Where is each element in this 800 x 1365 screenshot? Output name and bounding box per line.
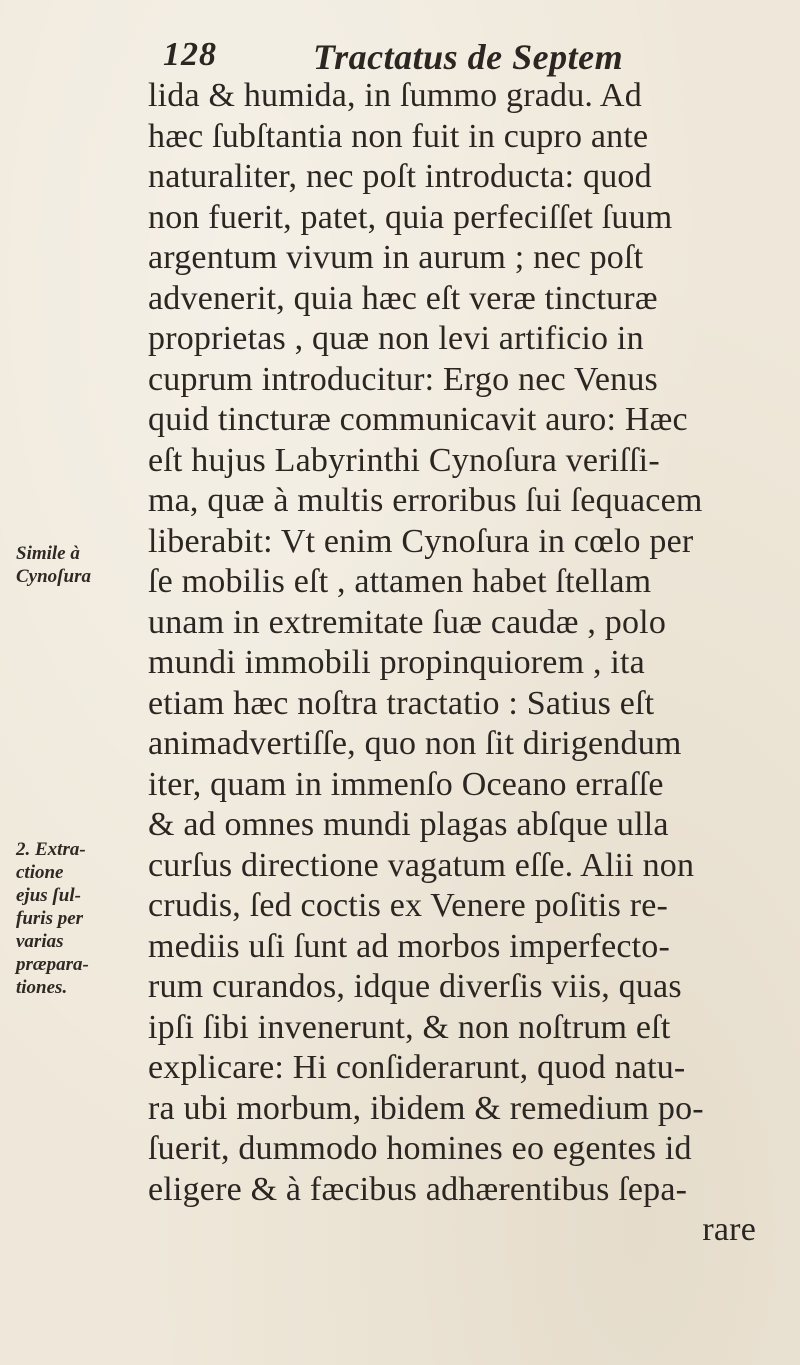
margin-note-line: præpara- (16, 954, 89, 975)
margin-note-line: Simile à (16, 543, 80, 564)
text-line: etiam hæc noſtra tractatio : Satius eſt (148, 684, 655, 722)
margin-note-extractione (16, 838, 144, 999)
margin-note-line: ejus ſul- (16, 885, 81, 906)
margin-note-line: furis per (16, 908, 84, 929)
text-line: iter, quam in immenſo Oceano erraſſe (148, 765, 664, 803)
text-line: eſt hujus Labyrinthi Cynoſura veriſſi- (148, 441, 660, 479)
text-line: explicare: Hi conſiderarunt, quod natu- (148, 1049, 686, 1086)
margin-note-line: varias (16, 931, 64, 952)
text-line: naturaliter, nec poſt introducta: quod (148, 158, 652, 195)
catchword: rare (702, 1211, 756, 1248)
text-line: hæc ſubſtantia non fuit in cupro ante (148, 117, 649, 155)
text-line: rum curandos, idque diverſis viis, quas (148, 968, 682, 1005)
text-line: liberabit: Vt enim Cynoſura in cœlo per (148, 522, 694, 560)
text-line: mundi immobili propinquiorem , ita (148, 644, 645, 681)
text-line: mediis uſi ſunt ad morbos imperfecto- (148, 927, 671, 965)
text-line: ipſi ſibi invenerunt, & non noſtrum eſt (148, 1008, 671, 1046)
margin-note-line: tiones. (16, 977, 68, 998)
text-line: unam in extremitate ſuæ caudæ , polo (148, 603, 667, 641)
text-line: argentum vivum in aurum ; nec poſt (148, 239, 644, 276)
text-line: ſe mobilis eſt , attamen habet ſtellam (148, 563, 652, 600)
text-line: non fuerit, patet, quia perfeciſſet ſuum (148, 198, 673, 236)
body-text (148, 76, 768, 1251)
text-line: ſuerit, dummodo homines eo egentes id (148, 1130, 692, 1167)
text-line: & ad omnes mundi plagas abſque ulla (148, 806, 669, 843)
text-line: ma, quæ à multis erroribus ſui ſequacem (148, 482, 703, 519)
text-line: ra ubi morbum, ibidem & remedium po- (148, 1089, 704, 1127)
text-line: crudis, ſed coctis ex Venere poſitis re- (148, 887, 669, 924)
text-line: quid tincturæ communicavit auro: Hæc (148, 401, 688, 438)
text-line: lida & humida, in ſummo gradu. Ad (148, 77, 642, 114)
margin-note-line: Cynoſura (16, 566, 91, 587)
margin-note-simile (16, 542, 144, 588)
page-number: 128 (163, 36, 217, 73)
text-line: cuprum introducitur: Ergo nec Venus (148, 360, 658, 398)
text-line: eligere & à fæcibus adhærentibus ſepa- (148, 1170, 688, 1208)
running-head: Tractatus de Septem (313, 37, 624, 77)
margin-note-line: ctione (16, 862, 64, 883)
text-line: curſus directione vagatum eſſe. Alii non (148, 846, 695, 884)
text-line: advenerit, quia hæc eſt veræ tincturæ (148, 279, 658, 317)
text-line: proprietas , quæ non levi artificio in (148, 320, 644, 357)
margin-note-line: 2. Extra- (16, 839, 86, 860)
text-line: animadvertiſſe, quo non ſit dirigendum (148, 725, 682, 762)
